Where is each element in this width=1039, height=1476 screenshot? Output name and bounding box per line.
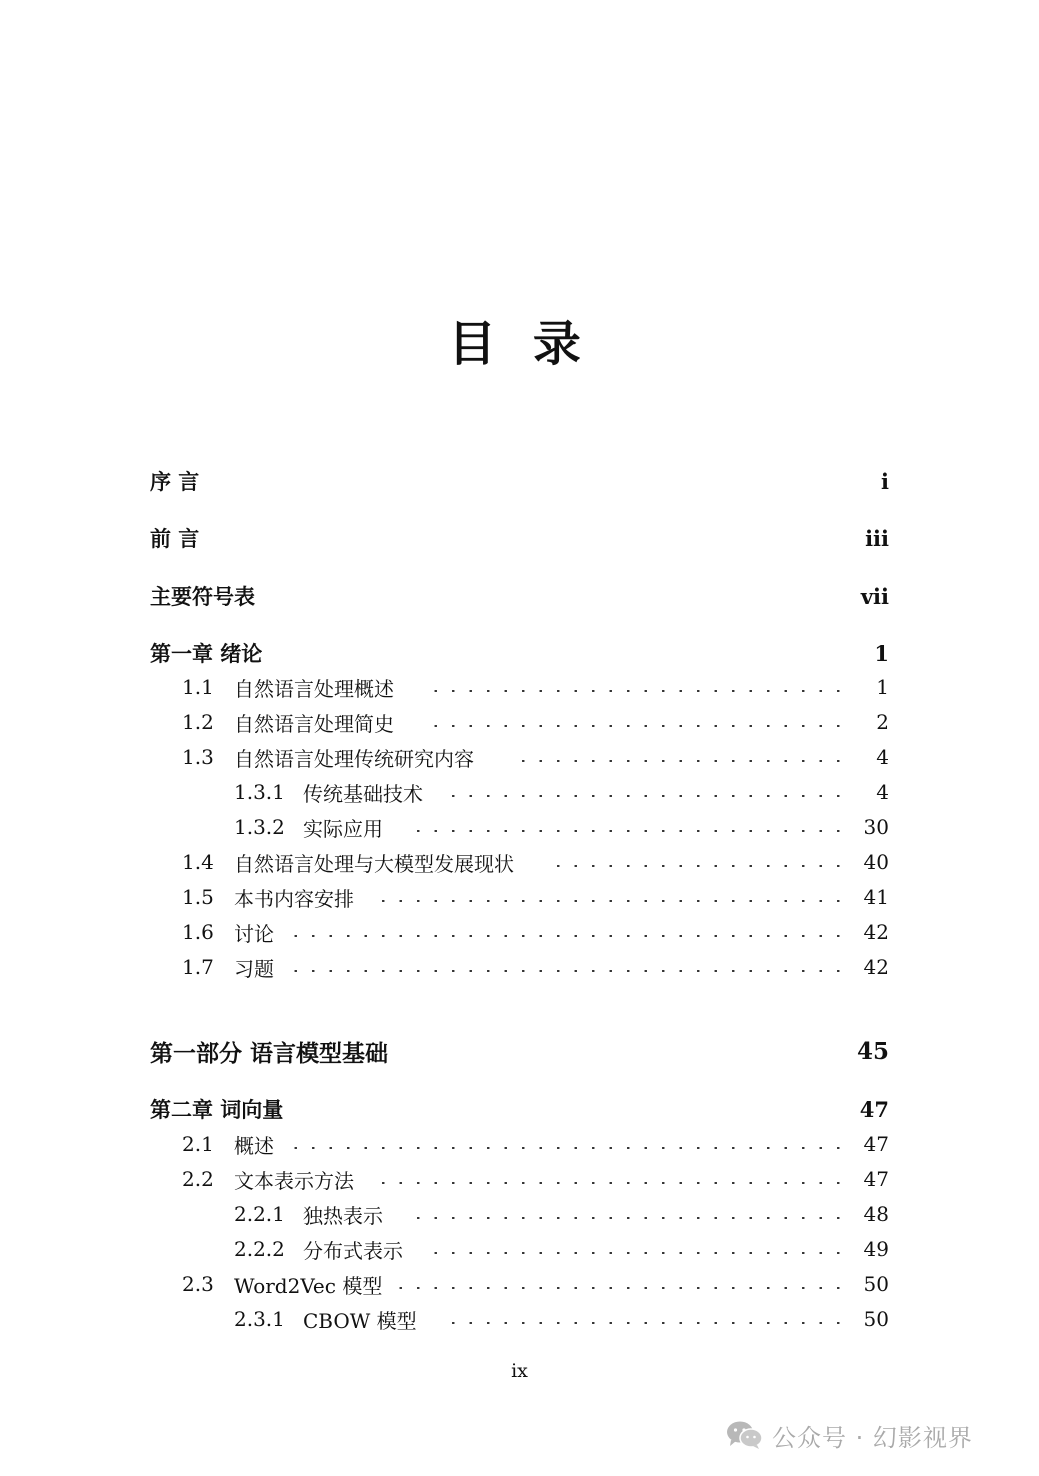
toc-label: 第一部分 语言模型基础 — [150, 1039, 389, 1067]
toc-page-number: iii — [865, 525, 889, 551]
toc-entry-1-4[interactable] — [150, 847, 889, 877]
toc-section-number: 1.5 — [182, 885, 214, 909]
toc-entry-1-7[interactable] — [150, 952, 889, 982]
toc-section-number: 1.1 — [182, 675, 214, 699]
toc-entry-1-6[interactable] — [150, 917, 889, 947]
toc-entry-2-3-1[interactable] — [150, 1304, 889, 1334]
toc-page-number: 1 — [876, 675, 889, 699]
toc-leader-dots — [372, 900, 847, 902]
toc-entry-1-3-1[interactable] — [150, 777, 889, 807]
toc-leader-dots — [442, 795, 847, 797]
toc-entry-foreword[interactable] — [150, 523, 889, 553]
toc-leader-dots — [285, 1147, 847, 1149]
watermark-text: 公众号 · 幻影视界 — [772, 1423, 973, 1452]
toc-entry-1-1[interactable] — [150, 672, 889, 702]
toc-label: Word2Vec 模型 — [234, 1273, 383, 1298]
toc-label: 自然语言处理简史 — [234, 711, 394, 736]
toc-label: 自然语言处理传统研究内容 — [234, 746, 474, 771]
page-title: 目 录 — [448, 316, 591, 372]
toc-section-number: 1.3.2 — [234, 815, 285, 839]
toc-entry-2-2-1[interactable] — [150, 1199, 889, 1229]
toc-page-number: 47 — [859, 1096, 889, 1122]
toc-label: 习题 — [234, 956, 274, 981]
toc-page-number: 45 — [856, 1037, 889, 1065]
toc-label: 自然语言处理与大模型发展现状 — [234, 851, 514, 876]
toc-section-number: 1.4 — [182, 850, 214, 874]
toc-entry-2-3[interactable] — [150, 1269, 889, 1299]
toc-page-number: 50 — [863, 1272, 889, 1296]
toc-label: 第一章 绪论 — [150, 641, 263, 666]
toc-label: 传统基础技术 — [303, 781, 423, 806]
page-number: ix — [511, 1360, 528, 1382]
toc-leader-dots — [425, 725, 847, 727]
toc-leader-dots — [442, 1322, 847, 1324]
toc-label: CBOW 模型 — [303, 1308, 417, 1333]
toc-label: 实际应用 — [303, 816, 383, 841]
toc-section-number: 2.3 — [182, 1272, 214, 1296]
toc-leader-dots — [372, 1182, 847, 1184]
toc-label: 前 言 — [150, 526, 200, 551]
toc-page-number: 47 — [863, 1132, 889, 1156]
toc-leader-dots — [510, 760, 847, 762]
toc-entry-chapter-1[interactable] — [150, 638, 889, 668]
toc-section-number: 2.2 — [182, 1167, 214, 1191]
toc-page-number: 50 — [863, 1307, 889, 1331]
toc-label: 第二章 词向量 — [150, 1097, 284, 1122]
toc-page-number: 4 — [876, 745, 889, 769]
toc-section-number: 1.2 — [182, 710, 214, 734]
toc-entry-preface[interactable] — [150, 466, 889, 496]
toc-page-number: 47 — [863, 1167, 889, 1191]
toc-page-number: 49 — [863, 1237, 889, 1261]
toc-leader-dots — [390, 1287, 847, 1289]
toc-page-number: 48 — [863, 1202, 889, 1226]
toc-leader-dots — [425, 690, 847, 692]
toc-entry-2-2[interactable] — [150, 1164, 889, 1194]
toc-section-number: 1.3 — [182, 745, 214, 769]
watermark — [726, 1418, 973, 1452]
toc-section-number: 1.7 — [182, 955, 214, 979]
toc-label: 序 言 — [150, 469, 200, 494]
toc-label: 主要符号表 — [150, 584, 255, 609]
toc-page-number: 2 — [876, 710, 889, 734]
toc-section-number: 2.2.1 — [234, 1202, 285, 1226]
toc-section-number: 2.1 — [182, 1132, 214, 1156]
toc-entry-part-1[interactable] — [150, 1036, 889, 1066]
toc-page-number: i — [881, 468, 889, 494]
toc-label: 讨论 — [234, 921, 274, 946]
toc-label: 独热表示 — [303, 1203, 383, 1228]
toc-section-number: 2.2.2 — [234, 1237, 285, 1261]
toc-section-number: 1.3.1 — [234, 780, 285, 804]
toc-label: 概述 — [234, 1133, 274, 1158]
toc-leader-dots — [285, 935, 847, 937]
toc-entry-1-5[interactable] — [150, 882, 889, 912]
toc-label: 分布式表示 — [303, 1238, 403, 1263]
toc-entry-chapter-2[interactable] — [150, 1094, 889, 1124]
toc-label: 文本表示方法 — [234, 1168, 354, 1193]
toc-entry-symbols[interactable] — [150, 581, 889, 611]
toc-entry-1-3[interactable] — [150, 742, 889, 772]
toc-entry-1-2[interactable] — [150, 707, 889, 737]
toc-page-number: 42 — [863, 920, 889, 944]
toc-section-number: 1.6 — [182, 920, 214, 944]
toc-page-number: 1 — [874, 640, 889, 666]
toc-label: 本书内容安排 — [234, 886, 354, 911]
toc-section-number: 2.3.1 — [234, 1307, 285, 1331]
toc-page-number: 30 — [863, 815, 889, 839]
toc-entry-2-2-2[interactable] — [150, 1234, 889, 1264]
toc-page-number: vii — [860, 583, 889, 609]
toc-page-number: 42 — [863, 955, 889, 979]
toc-leader-dots — [285, 970, 847, 972]
toc-label: 自然语言处理概述 — [234, 676, 394, 701]
wechat-icon — [726, 1420, 764, 1450]
toc-leader-dots — [425, 1252, 847, 1254]
toc-page-number: 41 — [863, 885, 889, 909]
toc-entry-1-3-2[interactable] — [150, 812, 889, 842]
toc-leader-dots — [408, 830, 847, 832]
toc-leader-dots — [548, 865, 847, 867]
toc-leader-dots — [408, 1217, 847, 1219]
toc-entry-2-1[interactable] — [150, 1129, 889, 1159]
toc-page-number: 4 — [876, 780, 889, 804]
toc-page-number: 40 — [863, 850, 889, 874]
